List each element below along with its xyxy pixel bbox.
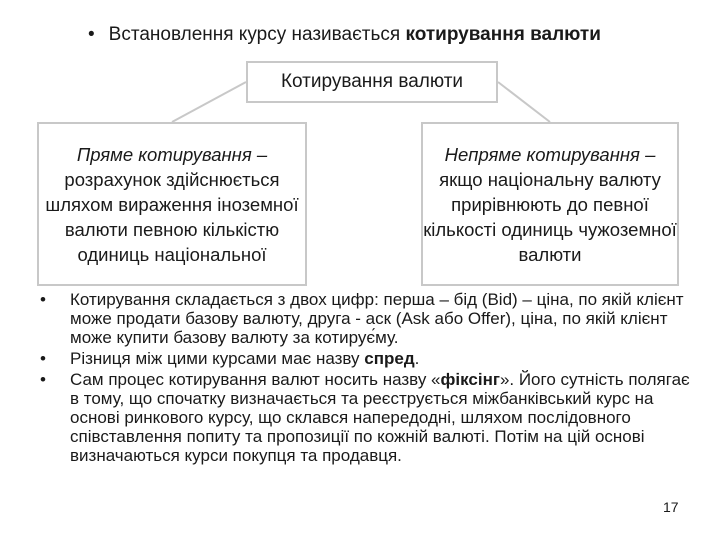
child-definition: якщо національну валюту прирівнюють до певної кількості одиниць чужоземної валюти	[423, 168, 677, 265]
connector-right	[498, 82, 550, 122]
diagram-root-label: Котирування валюти	[280, 71, 464, 92]
page-number: 17	[663, 499, 679, 515]
bullet-text-after: .	[414, 349, 420, 368]
bullet-list	[40, 290, 690, 467]
slide-title-emphasis: котирування валюти	[405, 24, 601, 45]
bullet-text-bold: спред	[364, 349, 415, 368]
bullet-text-after: ». Його сутність полягає в тому, що спочатку визначається та реєструється міжбанківський курс на основі ринкового курсу, що склався напередодні, шляхом послідовного співставлення попиту та пропозиції по кожній валюті. Потім на цій основі визначаються курси покупця та продавця.	[70, 370, 690, 465]
list-item	[40, 290, 690, 347]
bullet-text-before: Сам процес котирування валют носить назву «	[70, 370, 441, 389]
child-separator: –	[251, 143, 268, 165]
diagram-child-direct-quotation	[37, 122, 307, 286]
child-term: Пряме котирування	[76, 143, 252, 165]
bullet-icon: •	[40, 370, 46, 389]
diagram-child-indirect-quotation	[421, 122, 679, 286]
bullet-icon: •	[40, 349, 46, 368]
slide-title-prefix: Встановлення курсу називається	[108, 24, 401, 45]
diagram-root-box	[246, 61, 498, 103]
bullet-icon: •	[88, 24, 95, 45]
connector-left	[172, 82, 246, 122]
child-definition: розрахунок здійснюється шляхом вираження іноземної валюти певною кількістю одиниць національної	[45, 168, 299, 265]
child-term: Непряме котирування	[444, 143, 640, 165]
bullet-icon: •	[40, 290, 46, 309]
bullet-text-bold: фіксінг	[440, 370, 500, 389]
bullet-text-before: Котирування складається з двох цифр: перша – бід (Bid) – ціна, по якій клієнт може продати базову валюту, друга - аск (Ask або Offer), ціна, по якій клієнт може купити базову валюту за котирує́му.	[70, 290, 684, 347]
child-separator: –	[639, 143, 656, 165]
list-item	[40, 370, 690, 465]
list-item	[40, 349, 690, 368]
bullet-text-before: Різниця між цими курсами має назву	[70, 349, 365, 368]
